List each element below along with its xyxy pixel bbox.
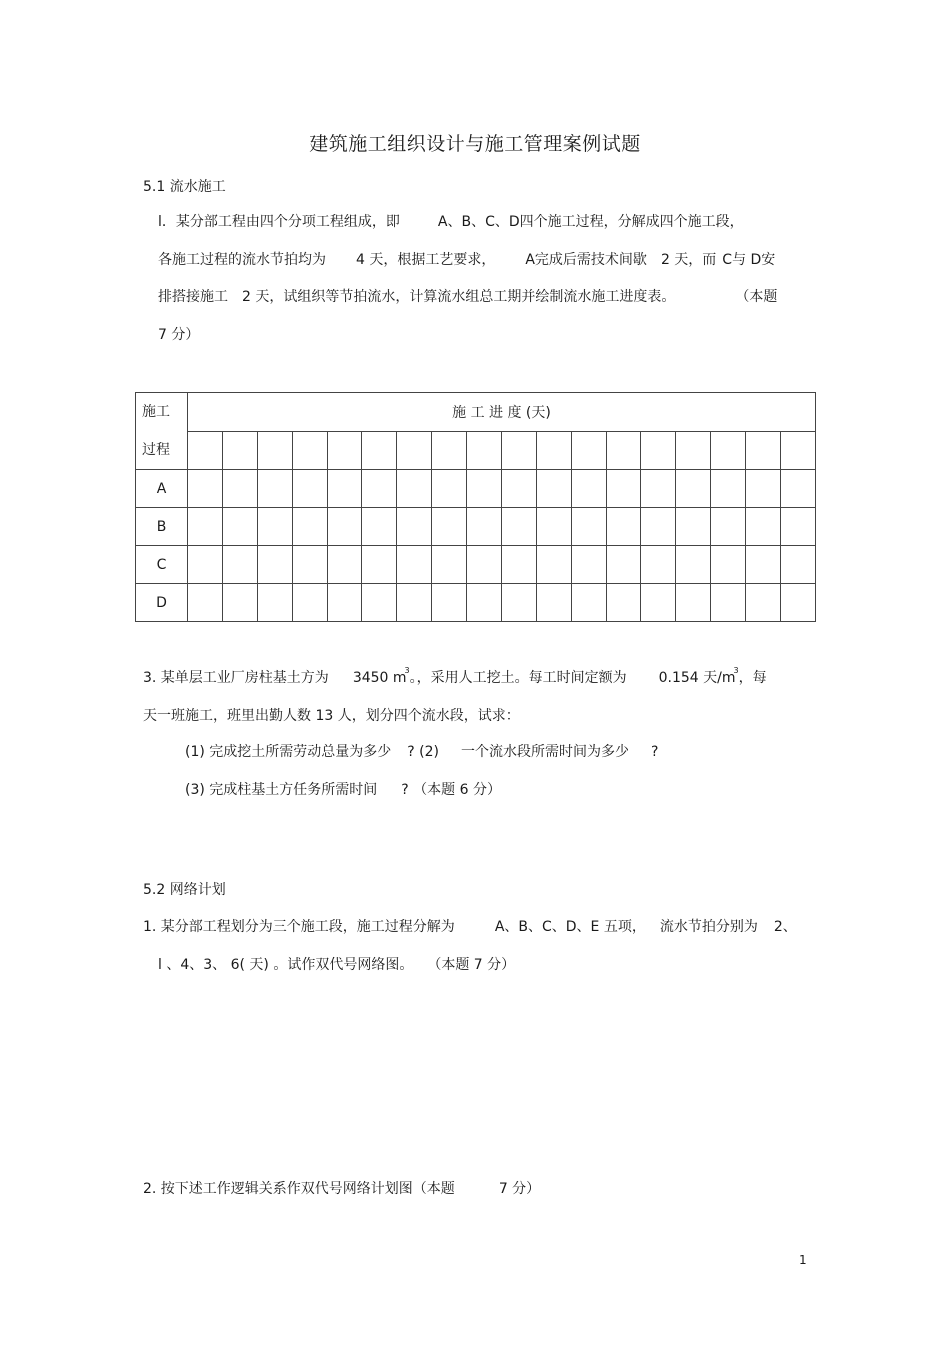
q1-line3-b: 2 天，试组织等节拍流水，计算流水组总工期并绘制流水施工进度表。 [242,289,676,305]
grid-cell [711,546,746,584]
grid-cell [222,431,257,470]
row-label-c: C [136,546,188,584]
table-row [136,470,816,508]
grid-cell [571,470,606,508]
net-q1-line2-b: （本题 7 分） [427,957,516,973]
grid-cell [467,431,502,470]
grid-cell [222,508,257,546]
grid-cell [432,584,467,622]
grid-cell [467,470,502,508]
grid-cell [362,431,397,470]
q3-line1-a: 3. 某单层工业厂房柱基土方为 [143,670,329,686]
grid-cell [501,508,536,546]
q3-sub2 [185,780,501,800]
grid-cell [397,546,432,584]
grid-cell [676,470,711,508]
grid-cell [292,431,327,470]
grid-cell [676,546,711,584]
grid-cell [362,584,397,622]
q3-line2: 天一班施工，班里出勤人数 13 人，划分四个流水段，试求： [143,708,520,724]
grid-cell [780,546,815,584]
q3-sub1-b: ? (2) [407,744,439,760]
day-grid-row [136,431,816,470]
grid-cell [501,431,536,470]
grid-cell [536,584,571,622]
grid-cell [536,546,571,584]
net-q2-line1 [143,1179,540,1199]
process-header-line1: 施工 [142,404,170,420]
q1-line1-a: l．某分部工程由四个分项工程组成，即 [158,214,400,230]
schedule-table [135,392,816,622]
q1-line1 [158,212,744,232]
grid-cell [188,546,223,584]
q3-sub1-c: 一个流水段所需时间为多少 [461,744,629,760]
grid-cell [432,470,467,508]
grid-cell [606,431,641,470]
q1-line2-a: 各施工过程的流水节拍均为 [158,252,326,268]
grid-cell [327,546,362,584]
grid-cell [676,431,711,470]
grid-cell [606,508,641,546]
process-header-cell [136,393,188,470]
grid-cell [188,431,223,470]
grid-cell [606,546,641,584]
grid-cell [536,431,571,470]
page-title: 建筑施工组织设计与施工管理案例试题 [309,133,641,155]
net-q1-line1 [143,917,797,937]
grid-cell [711,470,746,508]
grid-cell [397,431,432,470]
grid-cell [327,584,362,622]
grid-cell [327,431,362,470]
q3-sub2-b: ? （本题 6 分） [401,782,501,798]
grid-cell [641,470,676,508]
process-header-line2: 过程 [142,442,170,458]
grid-cell [292,546,327,584]
grid-cell [571,431,606,470]
table-row [136,584,816,622]
grid-cell [222,584,257,622]
q1-line2-c: A完成后需技术间歇 [525,252,647,268]
section-heading-network: 5.2 网络计划 [143,882,226,898]
grid-cell [188,508,223,546]
page-number: 1 [799,1253,807,1267]
grid-cell [222,546,257,584]
grid-cell [571,584,606,622]
table-row [136,546,816,584]
grid-cell [257,508,292,546]
q1-line2-b: 4 天，根据工艺要求， [356,252,496,268]
q1-line4: 7 分） [158,327,200,343]
grid-cell [571,508,606,546]
q1-line1-b: A、B、C、D四个施工过程，分解成四个施工段， [437,214,744,230]
q3-line1 [143,668,767,690]
grid-cell [222,470,257,508]
grid-cell [711,431,746,470]
grid-cell [467,508,502,546]
table-row [136,508,816,546]
grid-cell [292,470,327,508]
progress-header-cell: 施 工 进 度 (天) [188,393,816,432]
net-q2-line1-a: 2. 按下述工作逻辑关系作双代号网络计划图（本题 [143,1181,455,1197]
grid-cell [327,508,362,546]
q1-line2-e: C与 D安 [722,252,776,268]
row-label-a: A [136,470,188,508]
grid-cell [746,508,781,546]
grid-cell [397,584,432,622]
grid-cell [641,584,676,622]
grid-cell [362,470,397,508]
grid-cell [780,508,815,546]
net-q2-line1-b: 7 分） [498,1181,541,1197]
q3-sub2-a: (3) 完成柱基土方任务所需时间 [185,782,378,798]
grid-cell [257,584,292,622]
net-q1-line1-a: 1. 某分部工程划分为三个施工段，施工过程分解为 [143,919,455,935]
grid-cell [641,508,676,546]
grid-cell [746,584,781,622]
grid-cell [362,508,397,546]
grid-cell [606,584,641,622]
grid-cell [536,470,571,508]
grid-cell [501,584,536,622]
grid-cell [188,470,223,508]
grid-cell [362,546,397,584]
grid-cell [780,470,815,508]
grid-cell [432,508,467,546]
grid-cell [746,546,781,584]
q3-line1-b: 3450 m [352,670,407,686]
grid-cell [467,546,502,584]
grid-cell [501,470,536,508]
net-q1-line1-d: 2、 [773,919,797,935]
net-q1-line2 [158,955,515,975]
q3-line1-d-sup: 3 [733,666,739,675]
grid-cell [432,431,467,470]
grid-cell [676,584,711,622]
q3-sub1 [185,742,658,762]
grid-cell [432,546,467,584]
q3-sub1-a: (1) 完成挖土所需劳动总量为多少 [185,744,392,760]
q3-line1-c: 。，采用人工挖土。每工时间定额为 [409,670,627,686]
q3-sub1-d: ? [651,744,659,760]
q1-line2 [158,250,775,270]
net-q1-line1-b: A、B、C、D、E 五项， [494,919,646,935]
grid-cell [501,546,536,584]
grid-cell [711,508,746,546]
q3-line1-b-sup: 3 [404,666,410,675]
q1-line3-c: （本题 [735,289,778,305]
grid-cell [188,584,223,622]
q1-line3 [158,287,777,307]
grid-cell [327,470,362,508]
grid-cell [746,431,781,470]
q1-line2-d: 2 天，而 [660,252,717,268]
q1-line3-a: 排搭接施工 [158,289,228,305]
grid-cell [397,470,432,508]
row-label-b: B [136,508,188,546]
row-label-d: D [136,584,188,622]
grid-cell [746,470,781,508]
grid-cell [780,431,815,470]
grid-cell [397,508,432,546]
section-heading-flow: 5.1 流水施工 [143,179,226,195]
grid-cell [257,546,292,584]
grid-cell [257,470,292,508]
grid-cell [676,508,711,546]
grid-cell [292,508,327,546]
net-q1-line1-c: 流水节拍分别为 [659,919,758,935]
grid-cell [292,584,327,622]
grid-cell [257,431,292,470]
grid-cell [641,546,676,584]
grid-cell [711,584,746,622]
net-q1-line2-a: l 、4、3、 6( 天) 。试作双代号网络图。 [158,957,414,973]
grid-cell [641,431,676,470]
q3-line1-d: 0.154 天/m [658,670,736,686]
grid-cell [536,508,571,546]
q3-line1-e: ，每 [738,670,767,686]
grid-cell [780,584,815,622]
grid-cell [467,584,502,622]
grid-cell [606,470,641,508]
grid-cell [571,546,606,584]
